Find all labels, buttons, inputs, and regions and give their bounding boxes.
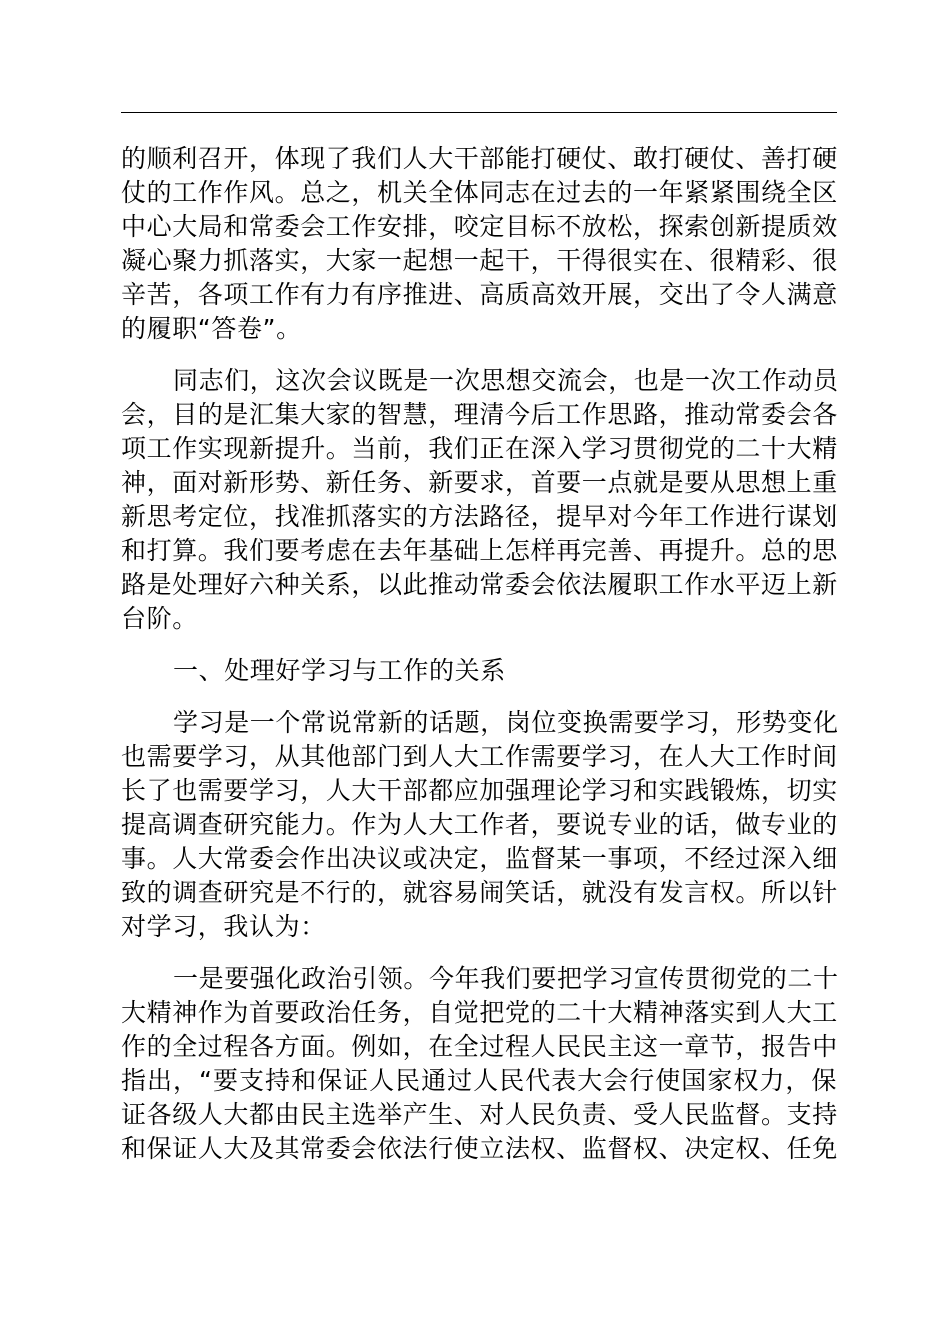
text-line: 也需要学习，从其他部门到人大工作需要学习，在人大工作时间 — [121, 742, 838, 771]
text-line: 的履职“答卷”。 — [121, 314, 302, 343]
paragraph-intro — [121, 364, 837, 636]
text-line: 大精神作为首要政治任务，自觉把党的二十大精神落实到人大工 — [121, 998, 838, 1027]
text-line: 仗的工作作风。总之，机关全体同志在过去的一年紧紧围绕全区 — [121, 178, 838, 207]
text-line: 一是要强化政治引领。今年我们要把学习宣传贯彻党的二十 — [173, 964, 839, 993]
text-line: 中心大局和常委会工作安排，咬定目标不放松，探索创新提质效 — [121, 212, 838, 241]
text-line: 对学习，我认为： — [121, 912, 326, 941]
text-line: 辛苦，各项工作有力有序推进、高质高效开展，交出了令人满意 — [121, 280, 838, 309]
text-line: 证各级人大都由民主选举产生、对人民负责、受人民监督。支持 — [121, 1100, 838, 1129]
text-line: 学习是一个常说常新的话题，岗位变换需要学习，形势变化 — [173, 708, 839, 737]
text-line: 长了也需要学习，人大干部都应加强理论学习和实践锻炼，切实 — [121, 776, 838, 805]
text-line: 和保证人大及其常委会依法行使立法权、监督权、决定权、任免 — [121, 1134, 838, 1163]
section-heading — [121, 654, 837, 688]
header-rule — [121, 112, 837, 113]
text-line: 神，面对新形势、新任务、新要求，首要一点就是要从思想上重 — [121, 468, 838, 497]
paragraph-continuation — [121, 142, 837, 346]
text-line: 致的调查研究是不行的，就容易闹笑话，就没有发言权。所以针 — [121, 878, 838, 907]
text-line: 凝心聚力抓落实，大家一起想一起干，干得很实在、很精彩、很 — [121, 246, 838, 275]
paragraph-political-guidance — [121, 962, 837, 1166]
text-line: 新思考定位，找准抓落实的方法路径，提早对今年工作进行谋划 — [121, 502, 838, 531]
text-line: 事。人大常委会作出决议或决定，监督某一事项，不经过深入细 — [121, 844, 838, 873]
text-line: 同志们，这次会议既是一次思想交流会，也是一次工作动员 — [173, 366, 839, 395]
paragraph-learning — [121, 706, 837, 944]
text-line: 指出，“要支持和保证人民通过人民代表大会行使国家权力，保 — [121, 1066, 837, 1095]
text-line: 项工作实现新提升。当前，我们正在深入学习贯彻党的二十大精 — [121, 434, 838, 463]
text-line: 会，目的是汇集大家的智慧，理清今后工作思路，推动常委会各 — [121, 400, 838, 429]
text-line: 作的全过程各方面。例如，在全过程人民民主这一章节，报告中 — [121, 1032, 838, 1061]
document-body — [121, 142, 837, 1166]
text-line: 提高调查研究能力。作为人大工作者，要说专业的话，做专业的 — [121, 810, 838, 839]
text-line: 台阶。 — [121, 604, 198, 633]
section-heading-text: 一、处理好学习与工作的关系 — [173, 656, 506, 685]
text-line: 和打算。我们要考虑在去年基础上怎样再完善、再提升。总的思 — [121, 536, 838, 565]
text-line: 的顺利召开，体现了我们人大干部能打硬仗、敢打硬仗、善打硬 — [121, 144, 838, 173]
text-line: 路是处理好六种关系，以此推动常委会依法履职工作水平迈上新 — [121, 570, 838, 599]
